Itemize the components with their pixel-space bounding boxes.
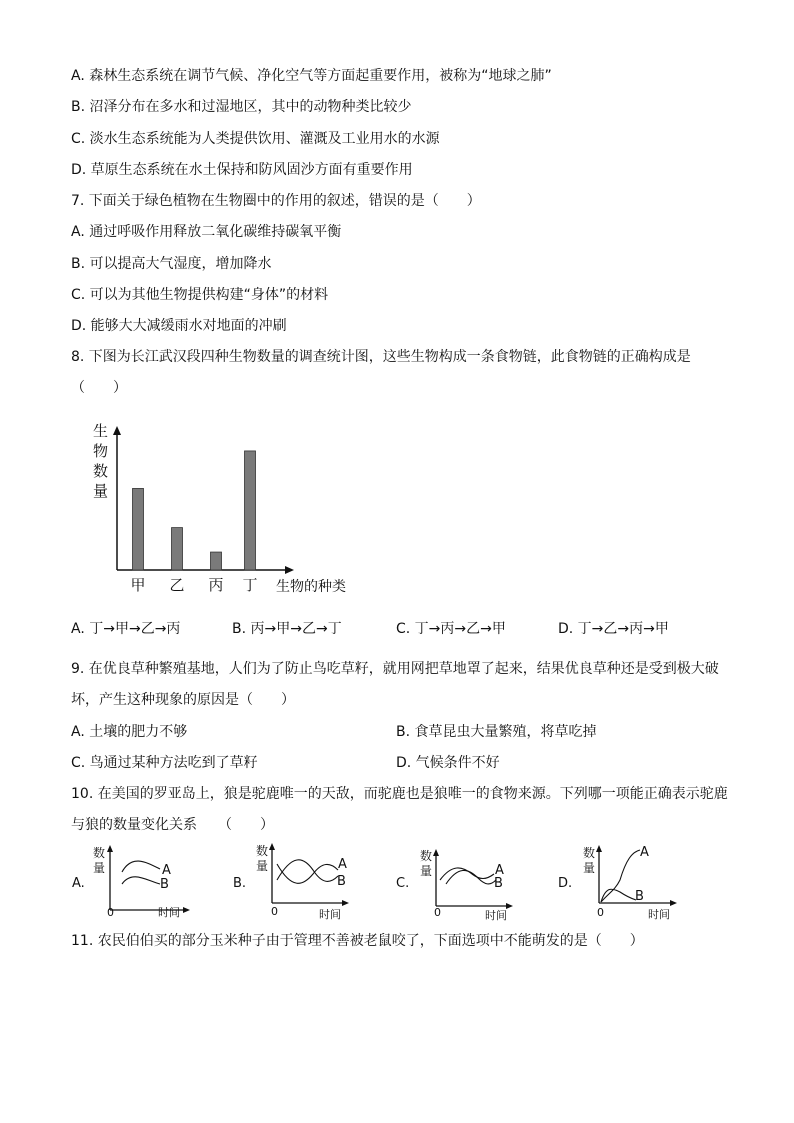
q10-graph-d-x-arrow bbox=[670, 900, 677, 906]
q10-graph-a-x-arrow bbox=[183, 907, 190, 913]
q10-graph-a-xlabel: 时间 bbox=[158, 906, 180, 919]
q8-ylabel-char: 量 bbox=[93, 482, 109, 500]
q10-graph-a-curve-b bbox=[122, 877, 160, 884]
q10-option-graphs bbox=[0, 840, 794, 925]
q8-y-axis-arrow bbox=[113, 426, 121, 435]
q10-graph-a-ylabel-1: 数 bbox=[93, 846, 106, 860]
q6-option-d: D. 草原生态系统在水土保持和防风固沙方面有重要作用 bbox=[71, 162, 413, 178]
q10-graph-a-ylabel-2: 量 bbox=[93, 861, 106, 875]
q8-bar-chart bbox=[80, 418, 380, 598]
q10-graph-c-y-arrow bbox=[433, 849, 439, 856]
q8-category-label: 甲 bbox=[130, 576, 146, 594]
q10-graph-d-ylabel-2: 量 bbox=[583, 861, 596, 875]
q10-graph-b-label-a: A bbox=[338, 857, 347, 872]
q10-graph-b-letter: B. bbox=[233, 876, 247, 891]
q7-option-b: B. 可以提高大气湿度，增加降水 bbox=[71, 256, 272, 272]
q8-x-axis-arrow bbox=[285, 566, 294, 574]
q10-graph-c-ylabel-2: 量 bbox=[420, 864, 433, 878]
q10-graph-c-xlabel: 时间 bbox=[485, 909, 507, 922]
q8-category-label: 丁 bbox=[242, 576, 258, 594]
q9-stem-line2: 坏，产生这种现象的原因是（ ） bbox=[71, 692, 295, 708]
q10-graph-a-label-a: A bbox=[162, 863, 171, 878]
q6-option-c: C. 淡水生态系统能为人类提供饮用、灌溉及工业用水的水源 bbox=[71, 131, 440, 147]
q10-graph-a-origin: 0 bbox=[107, 906, 114, 919]
q10-graph-c-origin: 0 bbox=[434, 906, 441, 919]
q10-graph-d-label-a: A bbox=[640, 845, 649, 860]
q10-graph-a-curve-a bbox=[122, 861, 160, 872]
q9-stem-line1: 9. 在优良草种繁殖基地，人们为了防止鸟吃草籽，就用网把草地罩了起来，结果优良草种还是受到极大破 bbox=[71, 661, 719, 677]
q10-graph-a-letter: A. bbox=[72, 876, 85, 891]
q10-graph-b-y-arrow bbox=[269, 843, 275, 850]
q6-option-a: A. 森林生态系统在调节气候、净化空气等方面起重要作用，被称为“地球之肺” bbox=[71, 68, 552, 84]
q10-graph-a bbox=[72, 845, 190, 919]
q10-graph-b-x-arrow bbox=[342, 900, 349, 906]
q10-stem-line2: 与狼的数量变化关系 （ ） bbox=[71, 817, 274, 833]
q7-option-a: A. 通过呼吸作用释放二氧化碳维持碳氧平衡 bbox=[71, 224, 342, 240]
q10-graph-c-label-b: B bbox=[494, 876, 503, 891]
q10-graph-d-label-b: B bbox=[635, 889, 644, 904]
q6-option-b: B. 沼泽分布在多水和过湿地区，其中的动物种类比较少 bbox=[71, 99, 412, 115]
q10-graph-d-xlabel: 时间 bbox=[648, 908, 670, 921]
q10-graph-d-y-arrow bbox=[596, 845, 602, 852]
q10-graph-b-ylabel-1: 数 bbox=[256, 844, 269, 858]
q7-stem: 7. 下面关于绿色植物在生物圈中的作用的叙述，错误的是（ ） bbox=[71, 193, 481, 209]
q10-graph-b-label-b: B bbox=[337, 874, 346, 889]
q8-option-c: C. 丁→丙→乙→甲 bbox=[396, 621, 506, 637]
q10-graph-c-letter: C. bbox=[396, 876, 410, 891]
q8-ylabel-char: 数 bbox=[93, 462, 109, 480]
q10-stem-line1: 10. 在美国的罗亚岛上，狼是驼鹿唯一的天敌，而驼鹿也是狼唯一的食物来源。下列哪一项能正确表示驼鹿 bbox=[71, 786, 728, 802]
q10-graph-d-curve-b bbox=[601, 889, 636, 902]
q10-graph-b-ylabel-2: 量 bbox=[256, 859, 269, 873]
q8-option-a: A. 丁→甲→乙→丙 bbox=[71, 621, 181, 637]
q9-option-a: A. 土壤的肥力不够 bbox=[71, 724, 188, 740]
q10-graph-c-ylabel-1: 数 bbox=[420, 849, 433, 863]
q8-stem-line2: （ ） bbox=[71, 380, 127, 396]
q10-graph-a-y-arrow bbox=[107, 845, 113, 852]
q10-graph-b-xlabel: 时间 bbox=[319, 908, 341, 921]
q8-stem-line1: 8. 下图为长江武汉段四种生物数量的调查统计图，这些生物构成一条食物链，此食物链的正确构成是 bbox=[71, 349, 691, 365]
q10-graph-b-curve-b bbox=[277, 860, 338, 882]
q7-option-c: C. 可以为其他生物提供构建“身体”的材料 bbox=[71, 287, 329, 303]
q8-ylabel-char: 生 bbox=[93, 422, 109, 440]
q10-graph-c-x-arrow bbox=[506, 903, 513, 909]
q10-graph-c-label-a: A bbox=[495, 863, 504, 878]
q10-graph-b bbox=[233, 843, 349, 921]
q9-option-b: B. 食草昆虫大量繁殖，将草吃掉 bbox=[396, 724, 597, 740]
q10-graph-b-origin: 0 bbox=[271, 905, 278, 918]
q9-option-c: C. 鸟通过某种方法吃到了草籽 bbox=[71, 755, 258, 771]
q9-option-d: D. 气候条件不好 bbox=[396, 755, 500, 771]
q8-category-label: 丙 bbox=[208, 576, 224, 594]
q10-graph-d-origin: 0 bbox=[597, 906, 604, 919]
q8-option-b: B. 丙→甲→乙→丁 bbox=[232, 621, 342, 637]
q10-graph-c bbox=[396, 848, 513, 922]
q8-category-label: 乙 bbox=[169, 576, 185, 594]
q7-option-d: D. 能够大大减缓雨水对地面的冲刷 bbox=[71, 318, 287, 334]
q10-graph-d-letter: D. bbox=[558, 876, 573, 891]
q8-ylabel-char: 物 bbox=[93, 442, 109, 460]
q8-bar-2 bbox=[172, 528, 183, 570]
q8-bar-4 bbox=[245, 451, 256, 570]
q11-stem: 11. 农民伯伯买的部分玉米种子由于管理不善被老鼠咬了，下面选项中不能萌发的是（ ） bbox=[71, 933, 644, 949]
q8-option-d: D. 丁→乙→丙→甲 bbox=[558, 621, 669, 637]
q8-bar-3 bbox=[211, 552, 222, 570]
q8-bar-1 bbox=[133, 488, 144, 570]
q10-graph-d bbox=[558, 845, 677, 921]
q10-graph-a-label-b: B bbox=[160, 877, 169, 892]
q8-xlabel: 生物的种类 bbox=[276, 579, 346, 595]
q10-graph-c-curve-a bbox=[440, 868, 494, 880]
q10-graph-d-ylabel-1: 数 bbox=[583, 846, 596, 860]
